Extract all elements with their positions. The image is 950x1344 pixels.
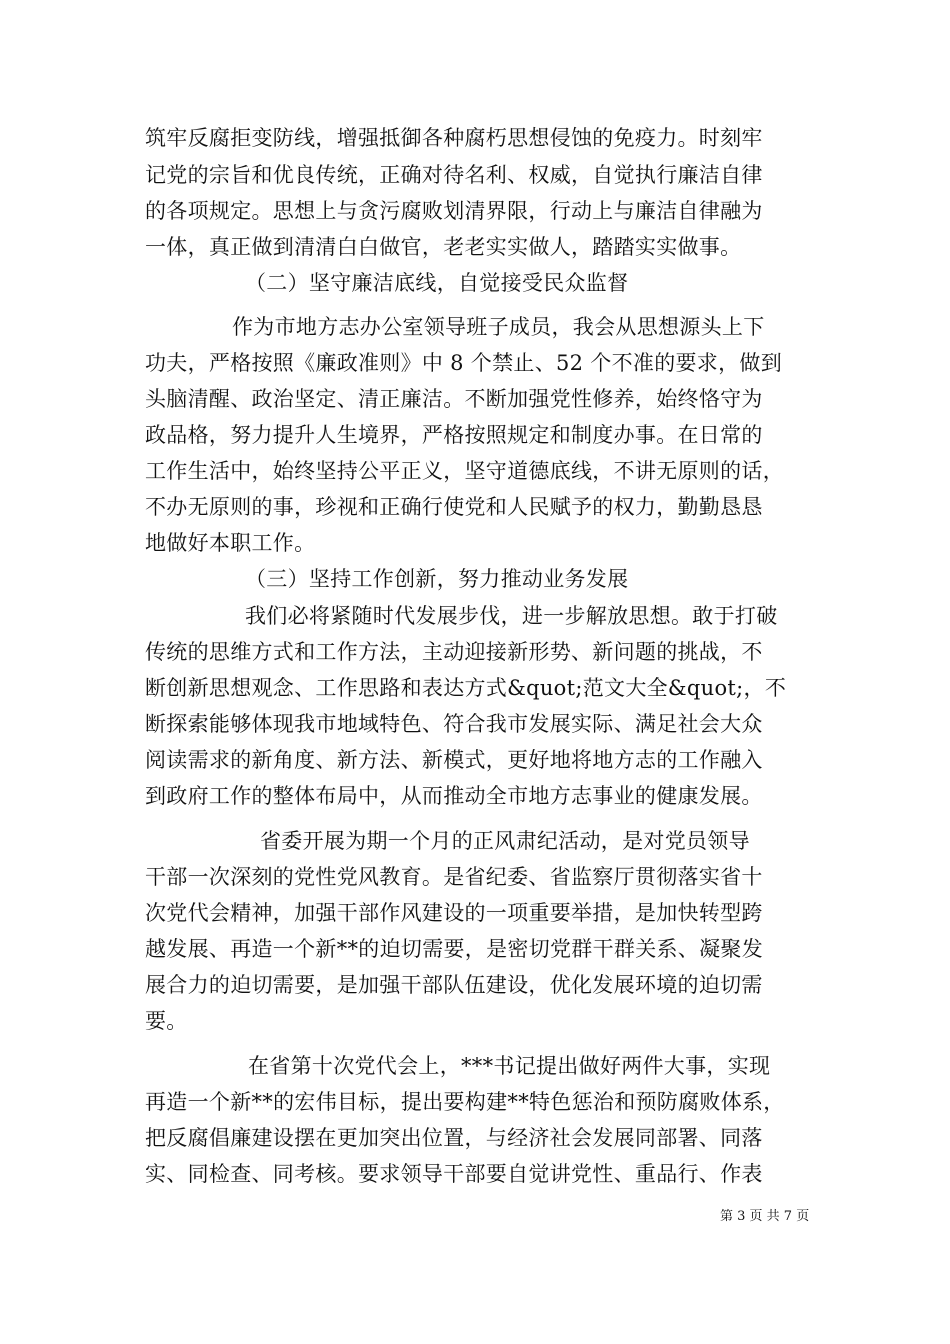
text-line: 我们必将紧随时代发展步伐，进一步解放思想。敢于打破 (245, 604, 778, 628)
text-line: 头脑清醒、政治坚定、清正廉洁。不断加强党性修养，始终恪守为 (145, 387, 763, 411)
text-line: 要。 (145, 1009, 188, 1033)
text-line: 传统的思维方式和工作方法，主动迎接新形势、新问题的挑战，不 (145, 640, 763, 664)
text-line: 一体，真正做到清清白白做官，老老实实做人，踏踏实实做事。 (145, 235, 742, 259)
text-line: 干部一次深刻的党性党风教育。是省纪委、省监察厅贯彻落实省十 (145, 865, 763, 889)
text-line: 记党的宗旨和优良传统，正确对待名利、权威，自觉执行廉洁自律 (145, 163, 763, 187)
page-number: 第 3 页 共 7 页 (720, 1209, 810, 1224)
text-line: 省委开展为期一个月的正风肃纪活动，是对党员领导 (260, 829, 750, 853)
text-line: 阅读需求的新角度、新方法、新模式，更好地将地方志的工作融入 (145, 748, 763, 772)
text-line: 功夫，严格按照《廉政准则》中 8 个禁止、52 个不准的要求，做到 (145, 351, 783, 375)
text-line: 不办无原则的事，珍视和正确行使党和人民赋予的权力，勤勤恳恳 (145, 495, 763, 519)
text-line: 地做好本职工作。 (145, 531, 316, 555)
section-heading: （三）坚持工作创新，努力推动业务发展 (245, 567, 629, 591)
text-line: 把反腐倡廉建设摆在更加突出位置，与经济社会发展同部署、同落 (145, 1126, 763, 1150)
text-line: 实、同检查、同考核。要求领导干部要自觉讲党性、重品行、作表 (145, 1162, 763, 1186)
text-line: 展合力的迫切需要，是加强干部队伍建设，优化发展环境的迫切需 (145, 973, 763, 997)
text-line: 次党代会精神，加强干部作风建设的一项重要举措，是加快转型跨 (145, 901, 763, 925)
text-line: 在省第十次党代会上，***书记提出做好两件大事，实现 (248, 1054, 771, 1078)
text-line: 筑牢反腐拒变防线，增强抵御各种腐朽思想侵蚀的免疫力。时刻牢 (145, 126, 763, 150)
text-line: 越发展、再造一个新**的迫切需要，是密切党群干群关系、凝聚发 (145, 937, 763, 961)
text-line: 断探索能够体现我市地域特色、符合我市发展实际、满足社会大众 (145, 712, 763, 736)
text-line: 的各项规定。思想上与贪污腐败划清界限，行动上与廉洁自律融为 (145, 199, 763, 223)
section-heading: （二）坚守廉洁底线，自觉接受民众监督 (245, 271, 629, 295)
text-line: 政品格，努力提升人生境界，严格按照规定和制度办事。在日常的 (145, 423, 763, 447)
text-line: 到政府工作的整体布局中，从而推动全市地方志事业的健康发展。 (145, 784, 763, 808)
text-line: 工作生活中，始终坚持公平正义，坚守道德底线，不讲无原则的话， (145, 459, 784, 483)
text-line: 再造一个新**的宏伟目标，提出要构建**特色惩治和预防腐败体系， (145, 1090, 785, 1114)
text-line: 作为市地方志办公室领导班子成员，我会从思想源头上下 (232, 315, 765, 339)
text-line: 断创新思想观念、工作思路和表达方式&quot;范文大全&quot;，不 (145, 676, 787, 700)
